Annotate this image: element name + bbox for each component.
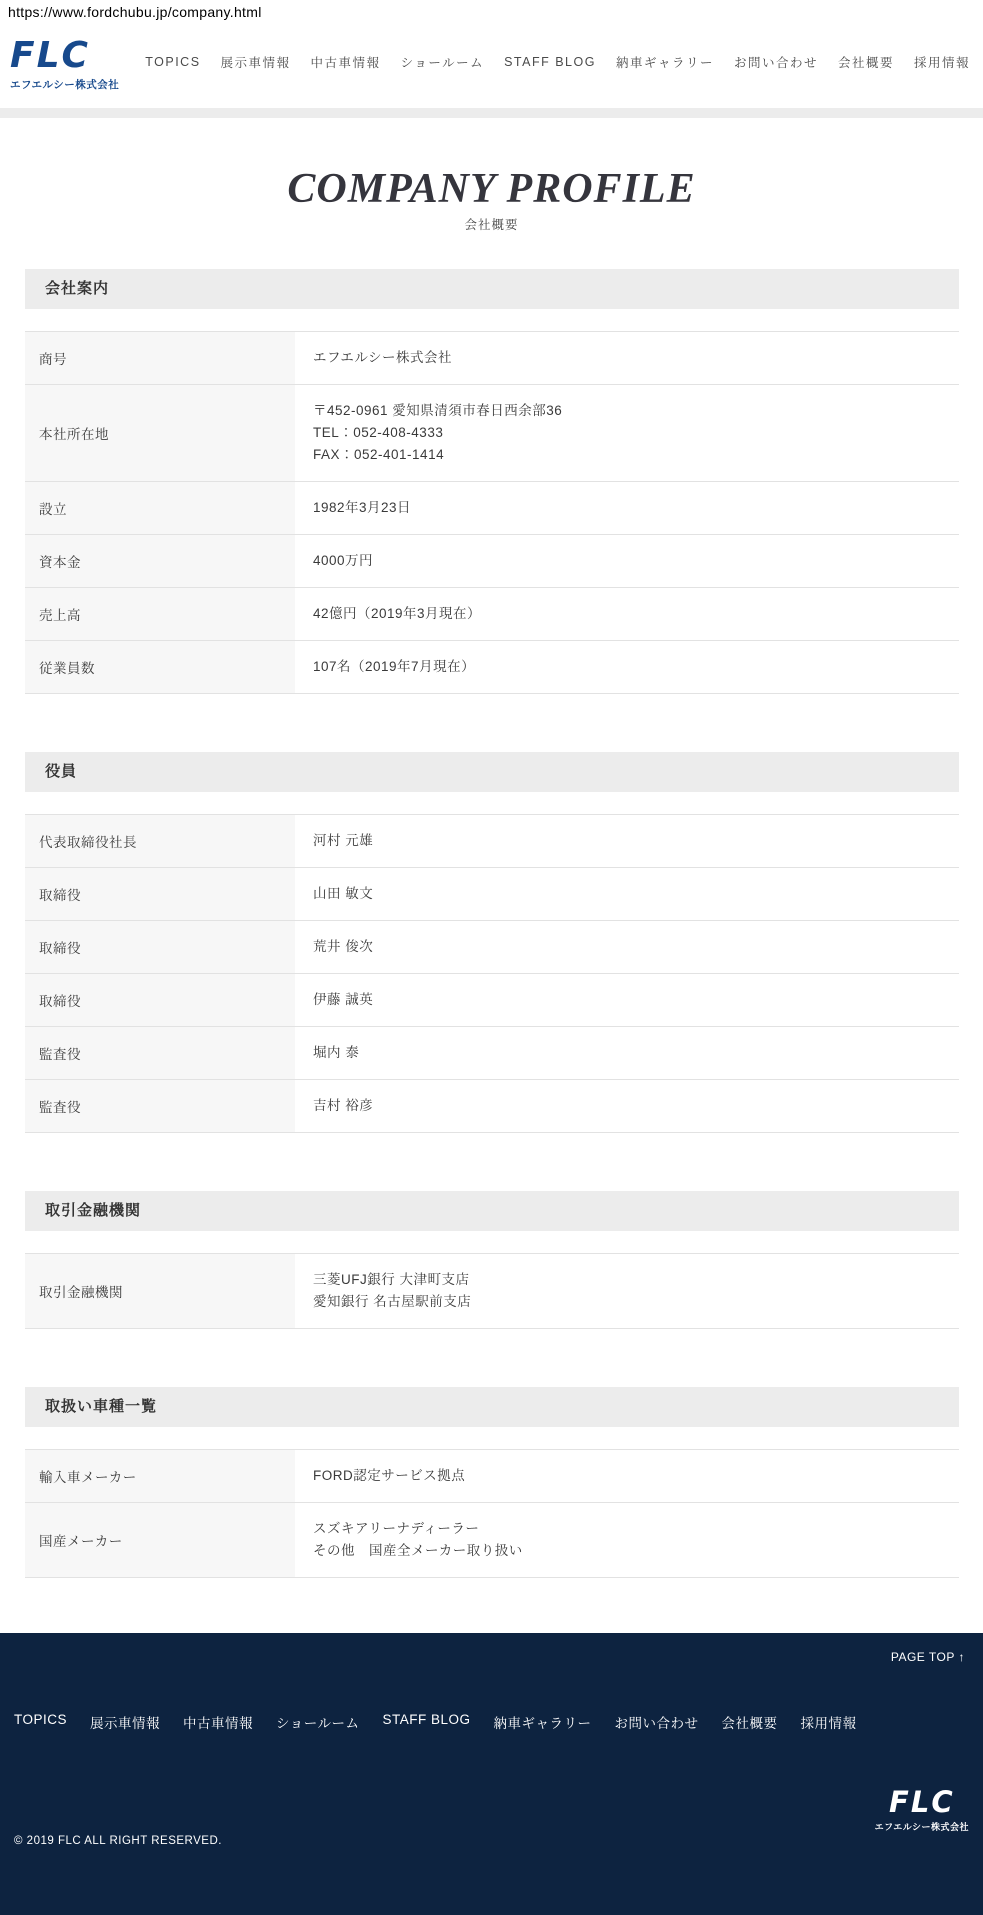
row-value xyxy=(295,641,959,694)
brand-logo-subtext: エフエルシー株式会社 xyxy=(10,79,120,91)
footer-nav-item-recruit[interactable]: 採用情報 xyxy=(800,1716,857,1732)
row-value xyxy=(295,815,959,868)
brand-logo-text: FLC xyxy=(10,35,90,76)
table-row xyxy=(25,1254,959,1329)
page-top-link[interactable] xyxy=(891,1650,965,1664)
brand-logo[interactable] xyxy=(10,35,120,92)
row-value xyxy=(295,921,959,974)
row-value-line: 〒452-0961 愛知県清須市春日西余部36 xyxy=(313,403,563,419)
row-value xyxy=(295,974,959,1027)
row-label: 取締役 xyxy=(25,868,295,921)
footer-brand-logo-subtext: エフエルシー株式会社 xyxy=(874,1822,969,1833)
section-heading: 会社案内 xyxy=(25,269,959,309)
page-subtitle: 会社概要 xyxy=(464,218,519,233)
profile-table xyxy=(25,1253,959,1329)
copyright-text: © 2019 FLC ALL RIGHT RESERVED. xyxy=(14,1835,222,1848)
footer-nav-item-contact[interactable]: お問い合わせ xyxy=(614,1716,699,1732)
table-row xyxy=(25,921,959,974)
nav-item-company-profile[interactable]: 会社概要 xyxy=(837,56,894,70)
footer-nav-item-showroom[interactable]: ショールーム xyxy=(276,1716,360,1732)
row-value-line: 愛知銀行 名古屋駅前支店 xyxy=(313,1294,472,1310)
row-value-line: 堀内 泰 xyxy=(313,1045,360,1061)
row-label: 国産メーカー xyxy=(25,1503,295,1578)
page-top-label: PAGE TOP xyxy=(890,1650,955,1665)
row-label: 輸入車メーカー xyxy=(25,1450,295,1503)
table-row xyxy=(25,1450,959,1503)
nav-item-showroom[interactable]: ショールーム xyxy=(400,56,485,70)
row-label: 従業員数 xyxy=(25,641,295,694)
section-banks xyxy=(25,1191,959,1329)
row-label: 取締役 xyxy=(25,974,295,1027)
profile-table xyxy=(25,1449,959,1578)
footer-bottom xyxy=(0,1785,983,1848)
footer-brand-logo[interactable] xyxy=(874,1785,969,1833)
row-value xyxy=(295,868,959,921)
table-row xyxy=(25,1080,959,1133)
table-row xyxy=(25,588,959,641)
row-label: 代表取締役社長 xyxy=(25,815,295,868)
nav-item-recruit[interactable]: 採用情報 xyxy=(914,56,971,70)
row-label: 監査役 xyxy=(25,1027,295,1080)
section-heading: 役員 xyxy=(25,752,959,792)
section-car-lineup xyxy=(25,1387,959,1578)
footer-nav-item-staff-blog[interactable]: STAFF BLOG xyxy=(382,1712,471,1728)
row-value xyxy=(295,1503,959,1578)
row-value-line: 1982年3月23日 xyxy=(313,500,412,516)
profile-table xyxy=(25,331,959,694)
row-label: 設立 xyxy=(25,482,295,535)
footer-brand-logo-text: FLC xyxy=(889,1785,955,1820)
header-nav xyxy=(145,53,970,71)
row-label: 取締役 xyxy=(25,921,295,974)
row-value-line: 山田 敏文 xyxy=(313,886,374,902)
row-value xyxy=(295,1450,959,1503)
row-value xyxy=(295,385,959,482)
table-row xyxy=(25,482,959,535)
row-label: 取引金融機関 xyxy=(25,1254,295,1329)
row-label: 売上高 xyxy=(25,588,295,641)
row-value-line: 三菱UFJ銀行 大津町支店 xyxy=(313,1272,470,1288)
page-title: COMPANY PROFILE xyxy=(287,166,696,212)
row-value-line: FORD認定サービス拠点 xyxy=(313,1468,466,1484)
row-value-line: 107名（2019年7月現在） xyxy=(313,659,476,675)
row-label: 監査役 xyxy=(25,1080,295,1133)
table-row xyxy=(25,974,959,1027)
row-value-line: 河村 元雄 xyxy=(313,833,374,849)
section-company-guide xyxy=(25,269,959,694)
table-row xyxy=(25,868,959,921)
row-value-line: 42億円（2019年3月現在） xyxy=(313,606,482,622)
profile-table xyxy=(25,814,959,1133)
table-row xyxy=(25,815,959,868)
section-heading: 取扱い車種一覧 xyxy=(25,1387,959,1427)
footer-nav-item-used-cars[interactable]: 中古車情報 xyxy=(183,1716,254,1732)
row-value-line: エフエルシー株式会社 xyxy=(313,350,452,366)
row-value-line: その他 国産全メーカー取り扱い xyxy=(313,1543,523,1559)
table-row xyxy=(25,385,959,482)
section-heading: 取引金融機関 xyxy=(25,1191,959,1231)
nav-item-contact[interactable]: お問い合わせ xyxy=(733,56,818,70)
table-row xyxy=(25,332,959,385)
row-value-line: 吉村 裕彦 xyxy=(313,1098,374,1114)
footer-nav-item-exhibition-cars[interactable]: 展示車情報 xyxy=(90,1716,161,1732)
row-value xyxy=(295,332,959,385)
row-value-line: TEL：052-408-4333 xyxy=(313,425,444,441)
table-row xyxy=(25,1503,959,1578)
row-label: 本社所在地 xyxy=(25,385,295,482)
row-value-line: 4000万円 xyxy=(313,553,374,569)
section-officers xyxy=(25,752,959,1133)
table-row xyxy=(25,641,959,694)
row-value xyxy=(295,1254,959,1329)
nav-item-used-cars[interactable]: 中古車情報 xyxy=(310,56,381,70)
nav-item-delivery-gallery[interactable]: 納車ギャラリー xyxy=(615,56,714,70)
row-value xyxy=(295,1027,959,1080)
row-value-line: 荒井 俊次 xyxy=(313,939,374,955)
nav-item-topics[interactable]: TOPICS xyxy=(145,55,201,69)
page-top-arrow-icon: ↑ xyxy=(958,1650,965,1665)
footer-nav-item-company-profile[interactable]: 会社概要 xyxy=(721,1716,778,1732)
site-footer xyxy=(0,1633,983,1915)
row-label: 資本金 xyxy=(25,535,295,588)
nav-item-exhibition-cars[interactable]: 展示車情報 xyxy=(220,56,291,70)
row-label: 商号 xyxy=(25,332,295,385)
footer-nav-item-topics[interactable]: TOPICS xyxy=(14,1712,68,1728)
sections xyxy=(25,269,959,1578)
row-value-line: FAX：052-401-1414 xyxy=(313,447,445,463)
footer-nav xyxy=(0,1712,983,1732)
row-value-line: 伊藤 誠英 xyxy=(313,992,374,1008)
url-text: https://www.fordchubu.jp/company.html xyxy=(8,4,262,20)
row-value-line: スズキアリーナディーラー xyxy=(313,1521,480,1537)
row-value xyxy=(295,535,959,588)
site-header xyxy=(0,22,983,108)
table-row xyxy=(25,535,959,588)
header-divider-strip xyxy=(0,108,983,118)
row-value xyxy=(295,1080,959,1133)
row-value xyxy=(295,482,959,535)
footer-nav-item-delivery-gallery[interactable]: 納車ギャラリー xyxy=(493,1716,592,1732)
table-row xyxy=(25,1027,959,1080)
nav-item-staff-blog[interactable]: STAFF BLOG xyxy=(504,55,596,69)
row-value xyxy=(295,588,959,641)
